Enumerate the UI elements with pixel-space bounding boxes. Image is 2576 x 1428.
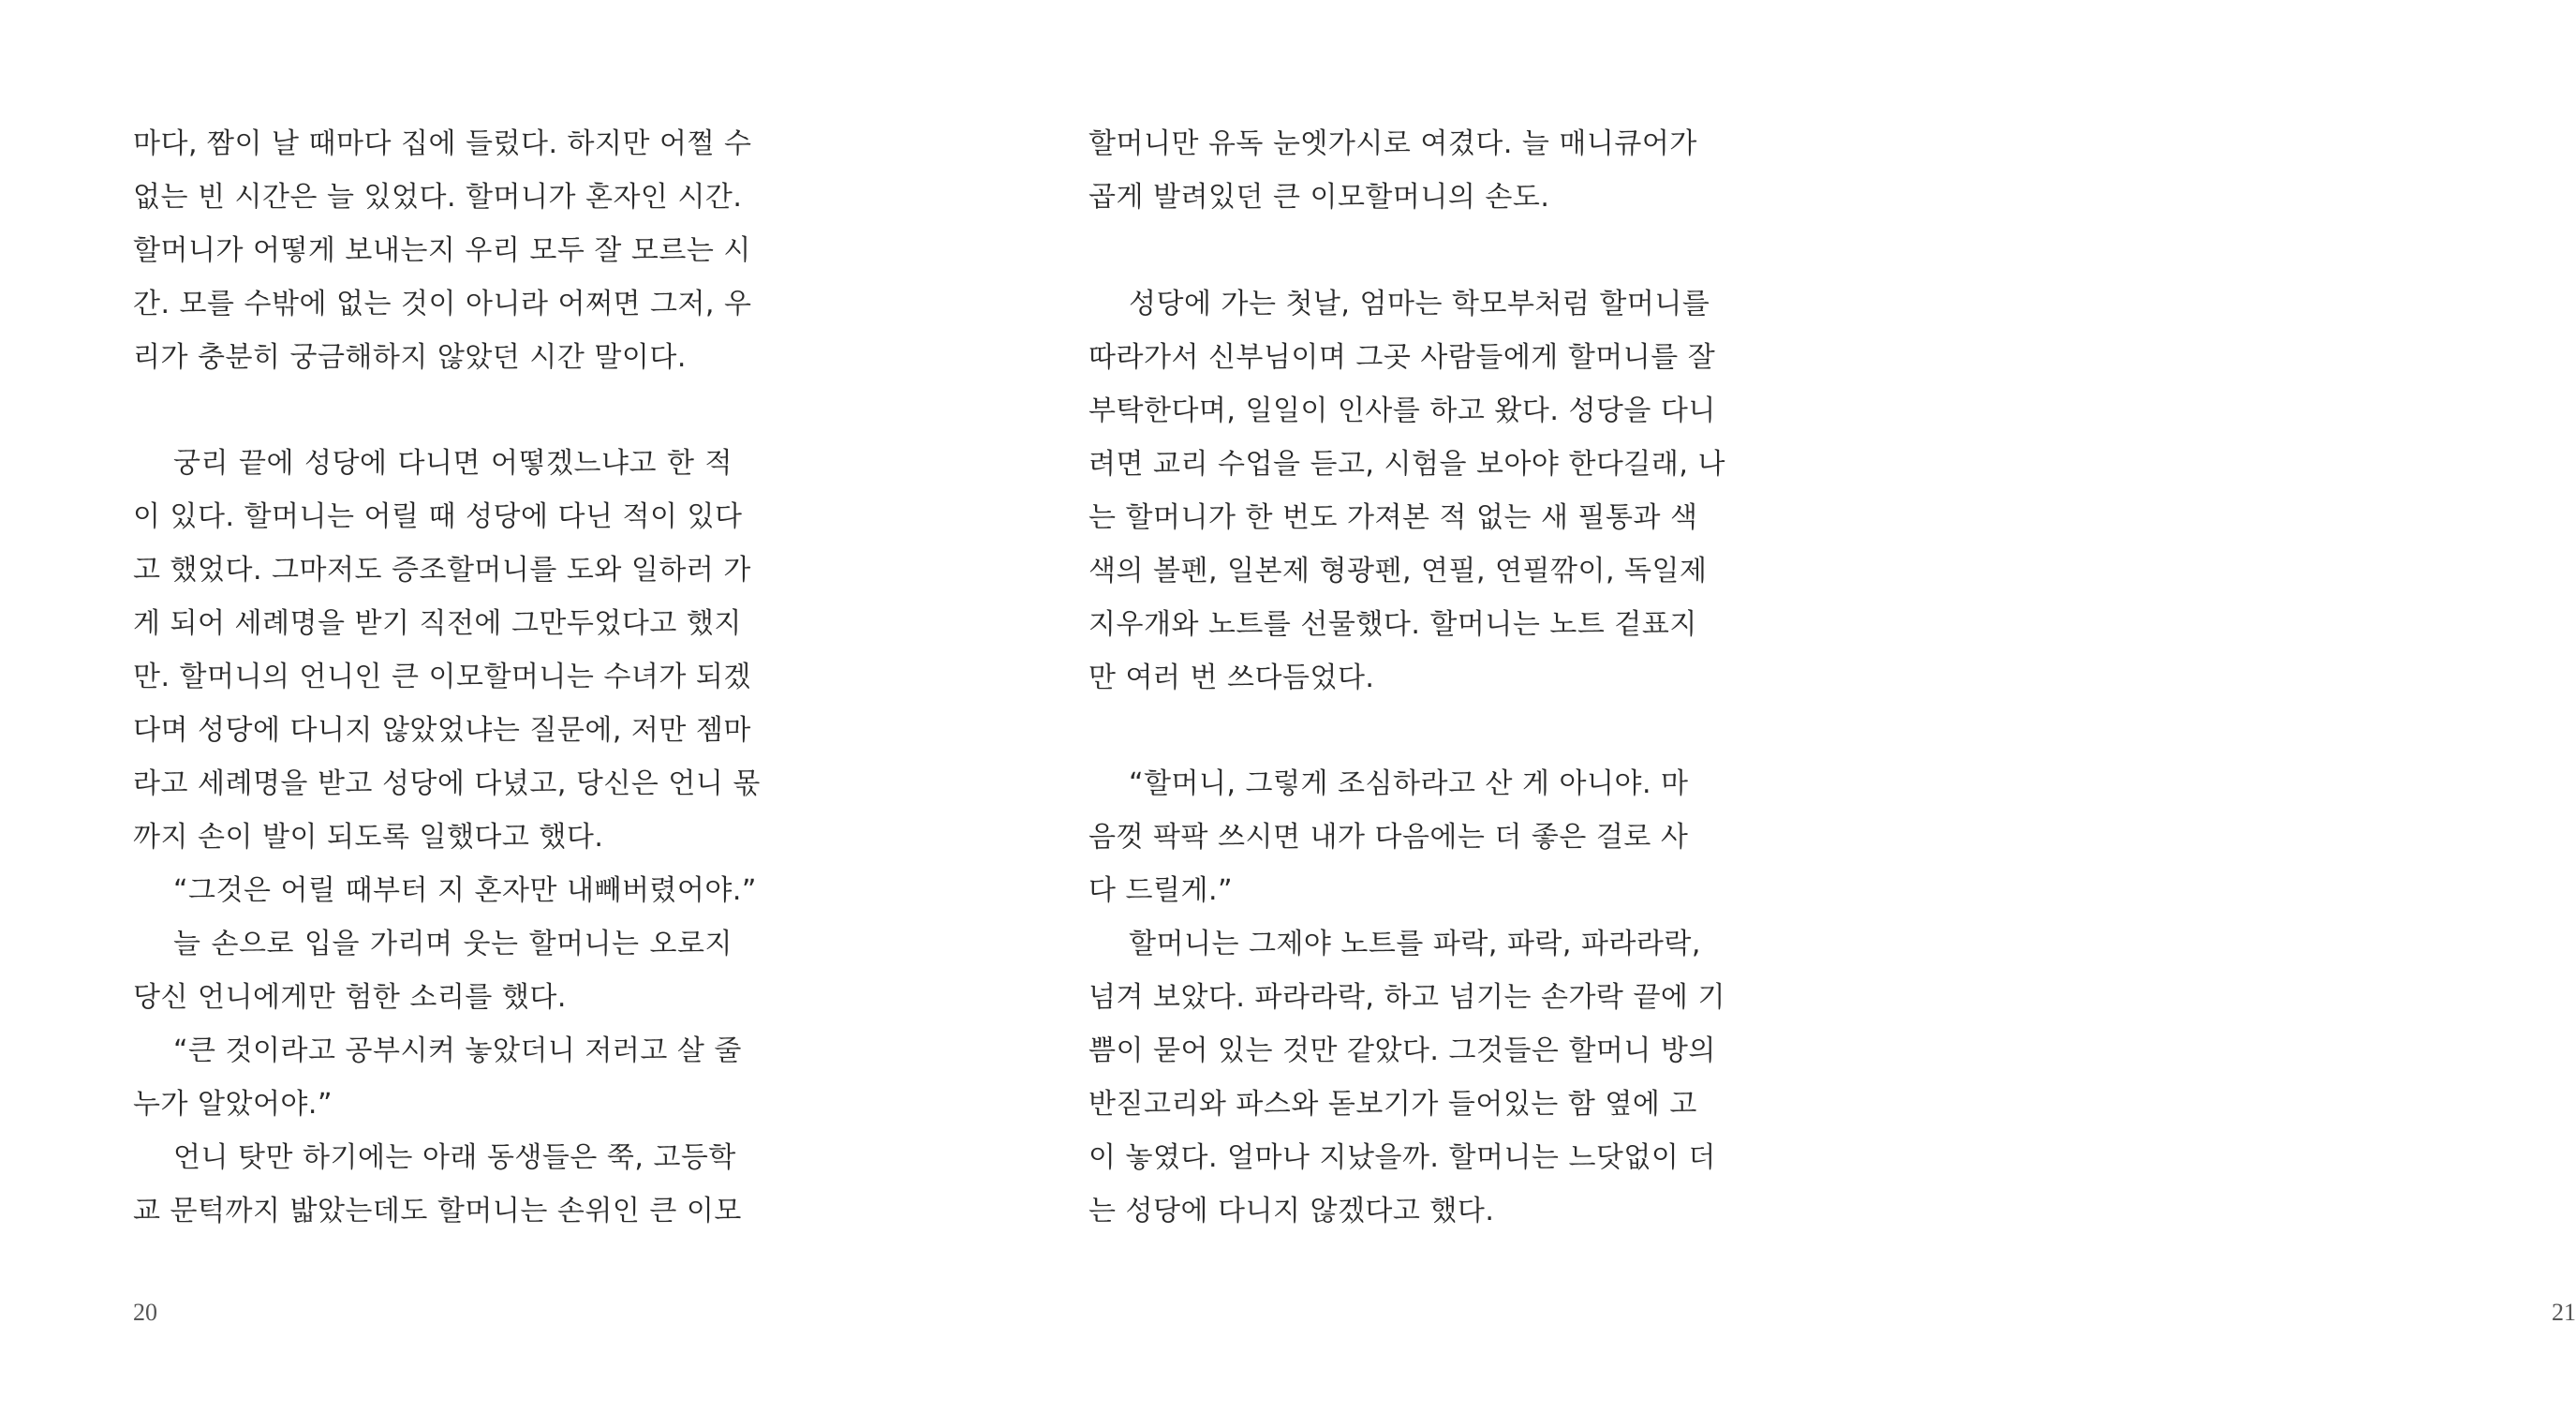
text-line: 마다, 짬이 날 때마다 집에 들렀다. 하지만 어쩔 수: [133, 127, 752, 160]
right-page-body: [899, 0, 1799, 1428]
text-line: 다 드릴게.”: [1088, 874, 1234, 907]
text-line: 는 할머니가 한 번도 가져본 적 없는 새 필통과 색: [1088, 501, 1698, 534]
text-line: 지우개와 노트를 선물했다. 할머니는 노트 겉표지: [1088, 608, 1697, 641]
text-line: 늘 손으로 입을 가리며 웃는 할머니는 오로지: [173, 928, 733, 960]
text-line: 리가 충분히 궁금해하지 않았던 시간 말이다.: [133, 341, 687, 374]
text-line: 반짇고리와 파스와 돋보기가 들어있는 함 옆에 고: [1088, 1088, 1697, 1121]
text-line: 쁨이 묻어 있는 것만 같았다. 그것들은 할머니 방의: [1088, 1034, 1716, 1067]
text-line: 이 놓였다. 얼마나 지났을까. 할머니는 느닷없이 더: [1088, 1141, 1716, 1174]
text-line: 고 했었다. 그마저도 증조할머니를 도와 일하러 가: [133, 554, 751, 587]
text-line: 다며 성당에 다니지 않았었냐는 질문에, 저만 젬마: [133, 714, 751, 747]
text-line: 려면 교리 수업을 듣고, 시험을 보아야 한다길래, 나: [1088, 448, 1725, 481]
text-line: 당신 언니에게만 험한 소리를 했다.: [133, 981, 567, 1014]
page-number-left: 20: [133, 1299, 157, 1326]
text-line: 궁리 끝에 성당에 다니면 어떻겠느냐고 한 적: [173, 447, 733, 480]
text-line: 누가 알았어야.”: [133, 1088, 333, 1121]
text-line: 만. 할머니의 언니인 큰 이모할머니는 수녀가 되겠: [133, 661, 751, 693]
text-line: 음껏 팍팍 쓰시면 내가 다음에는 더 좋은 걸로 사: [1088, 821, 1689, 854]
text-line: 넘겨 보았다. 파라라락, 하고 넘기는 손가락 끝에 기: [1088, 981, 1725, 1014]
text-line: 할머니만 유독 눈엣가시로 여겼다. 늘 매니큐어가: [1088, 127, 1697, 160]
text-line: 라고 세례명을 받고 성당에 다녔고, 당신은 언니 몫: [133, 767, 761, 800]
right-page: [899, 0, 2576, 1428]
text-line: 까지 손이 발이 되도록 일했다고 했다.: [133, 821, 604, 854]
left-page-body: [0, 0, 899, 1428]
text-line: 곱게 발려있던 큰 이모할머니의 손도.: [1088, 181, 1550, 214]
text-line: 만 여러 번 쓰다듬었다.: [1088, 662, 1375, 694]
text-line: 없는 빈 시간은 늘 있었다. 할머니가 혼자인 시간.: [133, 181, 743, 214]
text-line: 따라가서 신부님이며 그곳 사람들에게 할머니를 잘: [1088, 341, 1716, 374]
text-line: 는 성당에 다니지 않겠다고 했다.: [1088, 1195, 1495, 1227]
text-line: 교 문턱까지 밟았는데도 할머니는 손위인 큰 이모: [133, 1195, 742, 1227]
text-line: 할머니가 어떻게 보내는지 우리 모두 잘 모르는 시: [133, 234, 751, 267]
text-line: “큰 것이라고 공부시켜 놓았더니 저러고 살 줄: [173, 1034, 742, 1067]
page-number-right: 21: [2552, 1299, 2576, 1326]
text-line: 색의 볼펜, 일본제 형광펜, 연필, 연필깎이, 독일제: [1088, 555, 1708, 588]
text-line: 성당에 가는 첫날, 엄마는 학모부처럼 할머니를: [1129, 288, 1710, 320]
text-line: 할머니는 그제야 노트를 파락, 파락, 파라라락,: [1129, 928, 1701, 960]
text-line: 게 되어 세례명을 받기 직전에 그만두었다고 했지: [133, 607, 742, 640]
left-page: [0, 0, 899, 1428]
text-line: “할머니, 그렇게 조심하라고 산 게 아니야. 마: [1129, 767, 1689, 800]
text-line: “그것은 어릴 때부터 지 혼자만 내빼버렸어야.”: [173, 874, 757, 907]
text-line: 간. 모를 수밖에 없는 것이 아니라 어쩌면 그저, 우: [133, 288, 752, 320]
text-line: 이 있다. 할머니는 어릴 때 성당에 다닌 적이 있다: [133, 500, 743, 533]
text-line: 언니 탓만 하기에는 아래 동생들은 쭉, 고등학: [173, 1141, 736, 1174]
text-line: 부탁한다며, 일일이 인사를 하고 왔다. 성당을 다니: [1088, 394, 1716, 427]
